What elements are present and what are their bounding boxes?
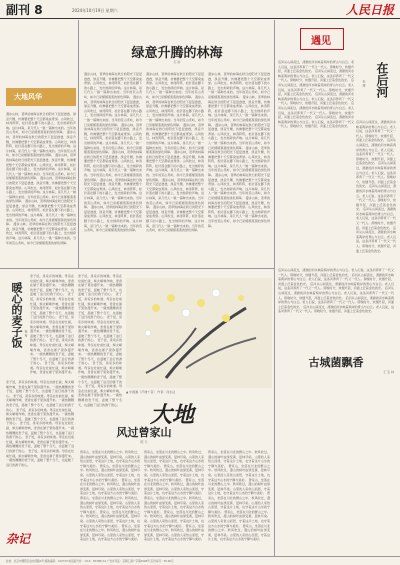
painting-image: [126, 278, 272, 388]
wheat-text-bottom: 麦子饭，是家乡的味道。母亲在灶前忙碌，柴火噼啪作响，麦香在屋子里弥漫开来。一碗热腾腾的麦子饭，温暖了整个冬天，也温暖了远行的游子的心。 麦子饭，是家乡的味道。母亲在灶前忙碌，柴火噼啪作响，麦香在屋子里弥漫开来。一碗热腾腾的麦子饭，温暖了整个冬天，也温暖了远行的游子的心。 麦子饭，是家乡的味道。母亲在灶前忙碌，柴火噼啪作响，麦香在屋子里弥漫开来。一碗热腾腾的麦子饭，温暖了整个冬天，也温暖了远行的游子的心。 麦子饭，是家乡的味道。母亲在灶前忙碌，柴火噼啪作响，麦香在屋子里弥漫开来。一碗热腾腾的麦子饭，温暖了整个冬天，也温暖了远行的游子的心。 麦子饭，是家乡的味道。母亲在灶前忙碌，柴火噼啪作响，麦香在屋子里弥漫开来。一碗热腾腾的麦子饭，温暖了整个冬天，也温暖了远行的游子的心。 麦子饭，是家乡的味道。母亲在灶前忙碌，柴火噼啪作响，麦香在屋子里弥漫开来。一碗热腾腾的麦子饭，温暖了整个冬天，也温暖了远行的游子的心。: [6, 380, 74, 467]
flower-painting: [126, 278, 272, 388]
divider: [0, 268, 274, 269]
main-author: 石 砂: [173, 60, 181, 64]
wheat-author: 杨 希: [24, 330, 28, 337]
hometown-text-col3: 曾家山，坐落在川北的群山之中。秋风吹过，漫山的树叶由绿变黄，层林尽染。山里的人家依山而居，守着这片土地，也守着这方山水的宁静与美好。 曾家山，坐落在川北的群山之中。秋风吹过，漫山的树叶由绿变黄，层林尽染。山里的人家依山而居，守着这片土地，也守着这方山水的宁静与美好。 曾家山，坐落在川北的群山之中。秋风吹过，漫山的树叶由绿变黄，层林尽染。山里的人家依山而居，守着这片土地，也守着这方山水的宁静与美好。 曾家山，坐落在川北的群山之中。秋风吹过，漫山的树叶由绿变黄，层林尽染。山里的人家依山而居，守着这片土地，也守着这方山水的宁静与美好。 曾家山，坐落在川北的群山之中。秋风吹过，漫山的树叶由绿变黄，层林尽染。山里的人家依山而居，守着这片土地，也守着这方山水的宁静与美好。 曾家山，坐落在川北的群山之中。秋风吹过，漫山的树叶由绿变黄，层林尽染。山里的人家依山而居，守着这片土地，也守着这方山水的宁静与美好。: [208, 450, 270, 542]
hometown-text-col2: 曾家山，坐落在川北的群山之中。秋风吹过，漫山的树叶由绿变黄，层林尽染。山里的人家依山而居，守着这片土地，也守着这方山水的宁静与美好。 曾家山，坐落在川北的群山之中。秋风吹过，漫山的树叶由绿变黄，层林尽染。山里的人家依山而居，守着这片土地，也守着这方山水的宁静与美好。 曾家山，坐落在川北的群山之中。秋风吹过，漫山的树叶由绿变黄，层林尽染。山里的人家依山而居，守着这片土地，也守着这方山水的宁静与美好。 曾家山，坐落在川北的群山之中。秋风吹过，漫山的树叶由绿变黄，层林尽染。山里的人家依山而居，守着这片土地，也守着这方山水的宁静与美好。 曾家山，坐落在川北的群山之中。秋风吹过，漫山的树叶由绿变黄，层林尽染。山里的人家依山而居，守着这片土地，也守着这方山水的宁静与美好。 曾家山，坐落在川北的群山之中。秋风吹过，漫山的树叶由绿变黄，层林尽染。山里的人家依山而居，守着这片土地，也守着这方山水的宁静与美好。: [144, 450, 204, 542]
river-author: 朱 健: [362, 80, 366, 87]
divider: [274, 20, 275, 556]
main-text-col2: 漫步山林，苍翠的林海在秋日的阳光下层层叠叠，绿意升腾，仿佛要把整个天空都染成青绿。山风吹过，林涛阵阵，松针落在脚下的小路上，发出细碎的声响。这片林海，是几代人一锹一镐种出来的。当年的荒山秃岭，如今已是郁郁葱葱的绿色屏障。 漫步山林，苍翠的林海在秋日的阳光下层层叠叠，绿意升腾，仿佛要把整个天空都染成青绿。山风吹过，林涛阵阵，松针落在脚下的小路上，发出细碎的声响。这片林海，是几代人一锹一镐种出来的。当年的荒山秃岭，如今已是郁郁葱葱的绿色屏障。 漫步山林，苍翠的林海在秋日的阳光下层层叠叠，绿意升腾，仿佛要把整个天空都染成青绿。山风吹过，林涛阵阵，松针落在脚下的小路上，发出细碎的声响。这片林海，是几代人一锹一镐种出来的。当年的荒山秃岭，如今已是郁郁葱葱的绿色屏障。 漫步山林，苍翠的林海在秋日的阳光下层层叠叠，绿意升腾，仿佛要把整个天空都染成青绿。山风吹过，林涛阵阵，松针落在脚下的小路上，发出细碎的声响。这片林海，是几代人一锹一镐种出来的。当年的荒山秃岭，如今已是郁郁葱葱的绿色屏障。 漫步山林，苍翠的林海在秋日的阳光下层层叠叠，绿意升腾，仿佛要把整个天空都染成青绿。山风吹过，林涛阵阵，松针落在脚下的小路上，发出细碎的声响。这片林海，是几代人一锹一镐种出来的。当年的荒山秃岭，如今已是郁郁葱葱的绿色屏障。 漫步山林，苍翠的林海在秋日的阳光下层层叠叠，绿意升腾，仿佛要把整个天空都染成青绿。山风吹过，林涛阵阵，松针落在脚下的小路上，发出细碎的声响。这片林海，是几代人一锹一镐种出来的。当年的荒山秃岭，如今已是郁郁葱葱的绿色屏障。: [146, 72, 204, 233]
painting-caption: ▲ 中国画《芦塘十景》 作者：何水法: [126, 390, 176, 394]
column-banner: [6, 88, 76, 106]
section-title: 副刊 8: [6, 3, 43, 17]
signature: 杂记: [6, 532, 31, 546]
yujian-badge: [300, 28, 344, 50]
main-text-col1: 漫步山林，苍翠的林海在秋日的阳光下层层叠叠，绿意升腾，仿佛要把整个天空都染成青绿。山风吹过，林涛阵阵，松针落在脚下的小路上，发出细碎的声响。这片林海，是几代人一锹一镐种出来的。当年的荒山秃岭，如今已是郁郁葱葱的绿色屏障。 漫步山林，苍翠的林海在秋日的阳光下层层叠叠，绿意升腾，仿佛要把整个天空都染成青绿。山风吹过，林涛阵阵，松针落在脚下的小路上，发出细碎的声响。这片林海，是几代人一锹一镐种出来的。当年的荒山秃岭，如今已是郁郁葱葱的绿色屏障。 漫步山林，苍翠的林海在秋日的阳光下层层叠叠，绿意升腾，仿佛要把整个天空都染成青绿。山风吹过，林涛阵阵，松针落在脚下的小路上，发出细碎的声响。这片林海，是几代人一锹一镐种出来的。当年的荒山秃岭，如今已是郁郁葱葱的绿色屏障。 漫步山林，苍翠的林海在秋日的阳光下层层叠叠，绿意升腾，仿佛要把整个天空都染成青绿。山风吹过，林涛阵阵，松针落在脚下的小路上，发出细碎的声响。这片林海，是几代人一锹一镐种出来的。当年的荒山秃岭，如今已是郁郁葱葱的绿色屏障。 漫步山林，苍翠的林海在秋日的阳光下层层叠叠，绿意升腾，仿佛要把整个天空都染成青绿。山风吹过，林涛阵阵，松针落在脚下的小路上，发出细碎的声响。这片林海，是几代人一锹一镐种出来的。当年的荒山秃岭，如今已是郁郁葱葱的绿色屏障。 漫步山林，苍翠的林海在秋日的阳光下层层叠叠，绿意升腾，仿佛要把整个天空都染成青绿。山风吹过，林涛阵阵，松针落在脚下的小路上，发出细碎的声响。这片林海，是几代人一锹一镐种出来的。当年的荒山秃岭，如今已是郁郁葱葱的绿色屏障。: [84, 72, 142, 233]
wheat-text-col2: 麦子饭，是家乡的味道。母亲在灶前忙碌，柴火噼啪作响，麦香在屋子里弥漫开来。一碗热腾腾的麦子饭，温暖了整个冬天，也温暖了远行的游子的心。 麦子饭，是家乡的味道。母亲在灶前忙碌，柴火噼啪作响，麦香在屋子里弥漫开来。一碗热腾腾的麦子饭，温暖了整个冬天，也温暖了远行的游子的心。 麦子饭，是家乡的味道。母亲在灶前忙碌，柴火噼啪作响，麦香在屋子里弥漫开来。一碗热腾腾的麦子饭，温暖了整个冬天，也温暖了远行的游子的心。 麦子饭，是家乡的味道。母亲在灶前忙碌，柴火噼啪作响，麦香在屋子里弥漫开来。一碗热腾腾的麦子饭，温暖了整个冬天，也温暖了远行的游子的心。 麦子饭，是家乡的味道。母亲在灶前忙碌，柴火噼啪作响，麦香在屋子里弥漫开来。一碗热腾腾的麦子饭，温暖了整个冬天，也温暖了远行的游子的心。 麦子饭，是家乡的味道。母亲在灶前忙碌，柴火噼啪作响，麦香在屋子里弥漫开来。一碗热腾腾的麦子饭，温暖了整个冬天，也温暖了远行的游子的心。: [78, 274, 122, 407]
newspaper-logo: 人民日报: [345, 3, 394, 17]
river-text-col2: 后河从山间流过，清澈的河水映着两岸的青山与白云。老人们说，这条河养育了一代又一代人。傍晚时分，炊烟升起，河面上泛着金色的光。 后河从山间流过，清澈的河水映着两岸的青山与白云。老人们说，这条河养育了一代又一代人。傍晚时分，炊烟升起，河面上泛着金色的光。 后河从山间流过，清澈的河水映着两岸的青山与白云。老人们说，这条河养育了一代又一代人。傍晚时分，炊烟升起，河面上泛着金色的光。 后河从山间流过，清澈的河水映着两岸的青山与白云。老人们说，这条河养育了一代又一代人。傍晚时分，炊烟升起，河面上泛着金色的光。 后河从山间流过，清澈的河水映着两岸的青山与白云。老人们说，这条河养育了一代又一代人。傍晚时分，炊烟升起，河面上泛着金色的光。 后河从山间流过，清澈的河水映着两岸的青山与白云。老人们说，这条河养育了一代又一代人。傍晚时分，炊烟升起，河面上泛着金色的光。: [356, 120, 396, 253]
river-text-col1: 后河从山间流过，清澈的河水映着两岸的青山与白云。老人们说，这条河养育了一代又一代人。傍晚时分，炊烟升起，河面上泛着金色的光。 后河从山间流过，清澈的河水映着两岸的青山与白云。老人们说，这条河养育了一代又一代人。傍晚时分，炊烟升起，河面上泛着金色的光。 后河从山间流过，清澈的河水映着两岸的青山与白云。老人们说，这条河养育了一代又一代人。傍晚时分，炊烟升起，河面上泛着金色的光。 后河从山间流过，清澈的河水映着两岸的青山与白云。老人们说，这条河养育了一代又一代人。傍晚时分，炊烟升起，河面上泛着金色的光。 后河从山间流过，清澈的河水映着两岸的青山与白云。老人们说，这条河养育了一代又一代人。傍晚时分，炊烟升起，河面上泛着金色的光。 后河从山间流过，清澈的河水映着两岸的青山与白云。老人们说，这条河养育了一代又一代人。傍晚时分，炊烟升起，河面上泛着金色的光。: [278, 60, 354, 129]
hometown-text-col1: 曾家山，坐落在川北的群山之中。秋风吹过，漫山的树叶由绿变黄，层林尽染。山里的人家依山而居，守着这片土地，也守着这方山水的宁静与美好。 曾家山，坐落在川北的群山之中。秋风吹过，漫山的树叶由绿变黄，层林尽染。山里的人家依山而居，守着这片土地，也守着这方山水的宁静与美好。 曾家山，坐落在川北的群山之中。秋风吹过，漫山的树叶由绿变黄，层林尽染。山里的人家依山而居，守着这片土地，也守着这方山水的宁静与美好。 曾家山，坐落在川北的群山之中。秋风吹过，漫山的树叶由绿变黄，层林尽染。山里的人家依山而居，守着这片土地，也守着这方山水的宁静与美好。 曾家山，坐落在川北的群山之中。秋风吹过，漫山的树叶由绿变黄，层林尽染。山里的人家依山而居，守着这片土地，也守着这方山水的宁静与美好。 曾家山，坐落在川北的群山之中。秋风吹过，漫山的树叶由绿变黄，层林尽染。山里的人家依山而居，守着这片土地，也守着这方山水的宁静与美好。: [80, 450, 140, 542]
city-title: 古城菌飘香: [308, 356, 364, 369]
divider: [78, 20, 79, 268]
dadi-calligraphy: 大地: [150, 402, 195, 428]
left-column-text: 漫步山林，苍翠的林海在秋日的阳光下层层叠叠，绿意升腾，仿佛要把整个天空都染成青绿。山风吹过，林涛阵阵，松针落在脚下的小路上，发出细碎的声响。这片林海，是几代人一锹一镐种出来的。当年的荒山秃岭，如今已是郁郁葱葱的绿色屏障。 漫步山林，苍翠的林海在秋日的阳光下层层叠叠，绿意升腾，仿佛要把整个天空都染成青绿。山风吹过，林涛阵阵，松针落在脚下的小路上，发出细碎的声响。这片林海，是几代人一锹一镐种出来的。当年的荒山秃岭，如今已是郁郁葱葱的绿色屏障。 漫步山林，苍翠的林海在秋日的阳光下层层叠叠，绿意升腾，仿佛要把整个天空都染成青绿。山风吹过，林涛阵阵，松针落在脚下的小路上，发出细碎的声响。这片林海，是几代人一锹一镐种出来的。当年的荒山秃岭，如今已是郁郁葱葱的绿色屏障。 漫步山林，苍翠的林海在秋日的阳光下层层叠叠，绿意升腾，仿佛要把整个天空都染成青绿。山风吹过，林涛阵阵，松针落在脚下的小路上，发出细碎的声响。这片林海，是几代人一锹一镐种出来的。当年的荒山秃岭，如今已是郁郁葱葱的绿色屏障。 漫步山林，苍翠的林海在秋日的阳光下层层叠叠，绿意升腾，仿佛要把整个天空都染成青绿。山风吹过，林涛阵阵，松针落在脚下的小路上，发出细碎的声响。这片林海，是几代人一锹一镐种出来的。当年的荒山秃岭，如今已是郁郁葱葱的绿色屏障。 漫步山林，苍翠的林海在秋日的阳光下层层叠叠，绿意升腾，仿佛要把整个天空都染成青绿。山风吹过，林涛阵阵，松针落在脚下的小路上，发出细碎的声响。这片林海，是几代人一锹一镐种出来的。当年的荒山秃岭，如今已是郁郁葱葱的绿色屏障。: [6, 112, 76, 245]
wheat-title: 暖心的麦子饭: [10, 282, 23, 348]
column-banner-label: 大地风华: [14, 92, 42, 101]
wheat-text-col1: 麦子饭，是家乡的味道。母亲在灶前忙碌，柴火噼啪作响，麦香在屋子里弥漫开来。一碗热腾腾的麦子饭，温暖了整个冬天，也温暖了远行的游子的心。 麦子饭，是家乡的味道。母亲在灶前忙碌，柴火噼啪作响，麦香在屋子里弥漫开来。一碗热腾腾的麦子饭，温暖了整个冬天，也温暖了远行的游子的心。 麦子饭，是家乡的味道。母亲在灶前忙碌，柴火噼啪作响，麦香在屋子里弥漫开来。一碗热腾腾的麦子饭，温暖了整个冬天，也温暖了远行的游子的心。 麦子饭，是家乡的味道。母亲在灶前忙碌，柴火噼啪作响，麦香在屋子里弥漫开来。一碗热腾腾的麦子饭，温暖了整个冬天，也温暖了远行的游子的心。 麦子饭，是家乡的味道。母亲在灶前忙碌，柴火噼啪作响，麦香在屋子里弥漫开来。: [30, 274, 74, 374]
main-text-col3: 漫步山林，苍翠的林海在秋日的阳光下层层叠叠，绿意升腾，仿佛要把整个天空都染成青绿。山风吹过，林涛阵阵，松针落在脚下的小路上，发出细碎的声响。这片林海，是几代人一锹一镐种出来的。当年的荒山秃岭，如今已是郁郁葱葱的绿色屏障。 漫步山林，苍翠的林海在秋日的阳光下层层叠叠，绿意升腾，仿佛要把整个天空都染成青绿。山风吹过，林涛阵阵，松针落在脚下的小路上，发出细碎的声响。这片林海，是几代人一锹一镐种出来的。当年的荒山秃岭，如今已是郁郁葱葱的绿色屏障。 漫步山林，苍翠的林海在秋日的阳光下层层叠叠，绿意升腾，仿佛要把整个天空都染成青绿。山风吹过，林涛阵阵，松针落在脚下的小路上，发出细碎的声响。这片林海，是几代人一锹一镐种出来的。当年的荒山秃岭，如今已是郁郁葱葱的绿色屏障。 漫步山林，苍翠的林海在秋日的阳光下层层叠叠，绿意升腾，仿佛要把整个天空都染成青绿。山风吹过，林涛阵阵，松针落在脚下的小路上，发出细碎的声响。这片林海，是几代人一锹一镐种出来的。当年的荒山秃岭，如今已是郁郁葱葱的绿色屏障。 漫步山林，苍翠的林海在秋日的阳光下层层叠叠，绿意升腾，仿佛要把整个天空都染成青绿。山风吹过，林涛阵阵，松针落在脚下的小路上，发出细碎的声响。这片林海，是几代人一锹一镐种出来的。当年的荒山秃岭，如今已是郁郁葱葱的绿色屏障。 漫步山林，苍翠的林海在秋日的阳光下层层叠叠，绿意升腾，仿佛要把整个天空都染成青绿。山风吹过，林涛阵阵，松针落在脚下的小路上，发出细碎的声响。这片林海，是几代人一锹一镐种出来的。当年的荒山秃岭，如今已是郁郁葱葱的绿色屏障。: [208, 72, 270, 228]
river-title: 在后河: [375, 62, 389, 98]
yujian-label: 遇见: [311, 36, 331, 47]
issue-date: 2024年10月19日 星期六: [72, 8, 118, 13]
page-header: [0, 0, 400, 19]
main-headline: 绿意升腾的林海: [131, 46, 223, 61]
hometown-title: 风过曾家山: [116, 426, 172, 439]
river-text-bottom: 后河从山间流过，清澈的河水映着两岸的青山与白云。老人们说，这条河养育了一代又一代人。傍晚时分，炊烟升起，河面上泛着金色的光。 后河从山间流过，清澈的河水映着两岸的青山与白云。老人们说，这条河养育了一代又一代人。傍晚时分，炊烟升起，河面上泛着金色的光。 后河从山间流过，清澈的河水映着两岸的青山与白云。老人们说，这条河养育了一代又一代人。傍晚时分，炊烟升起，河面上泛着金色的光。 后河从山间流过，清澈的河水映着两岸的青山与白云。老人们说，这条河养育了一代又一代人。傍晚时分，炊烟升起，河面上泛着金色的光。 后河从山间流过，清澈的河水映着两岸的青山与白云。老人们说，这条河养育了一代又一代人。傍晚时分，炊烟升起，河面上泛着金色的光。 后河从山间流过，清澈的河水映着两岸的青山与白云。老人们说，这条河养育了一代又一代人。傍晚时分，炊烟升起，河面上泛着金色的光。: [278, 268, 394, 314]
city-author: 王 宝 林: [383, 370, 394, 374]
hometown-author: 陈 天: [140, 440, 148, 444]
page-footer: 社址：北京市朝阳区金台西路2号 邮政编码：100733 电话查号台：（010）65368114 广告许可证：京朝工商广字第0098号 定价每月：36.00元: [0, 556, 400, 565]
